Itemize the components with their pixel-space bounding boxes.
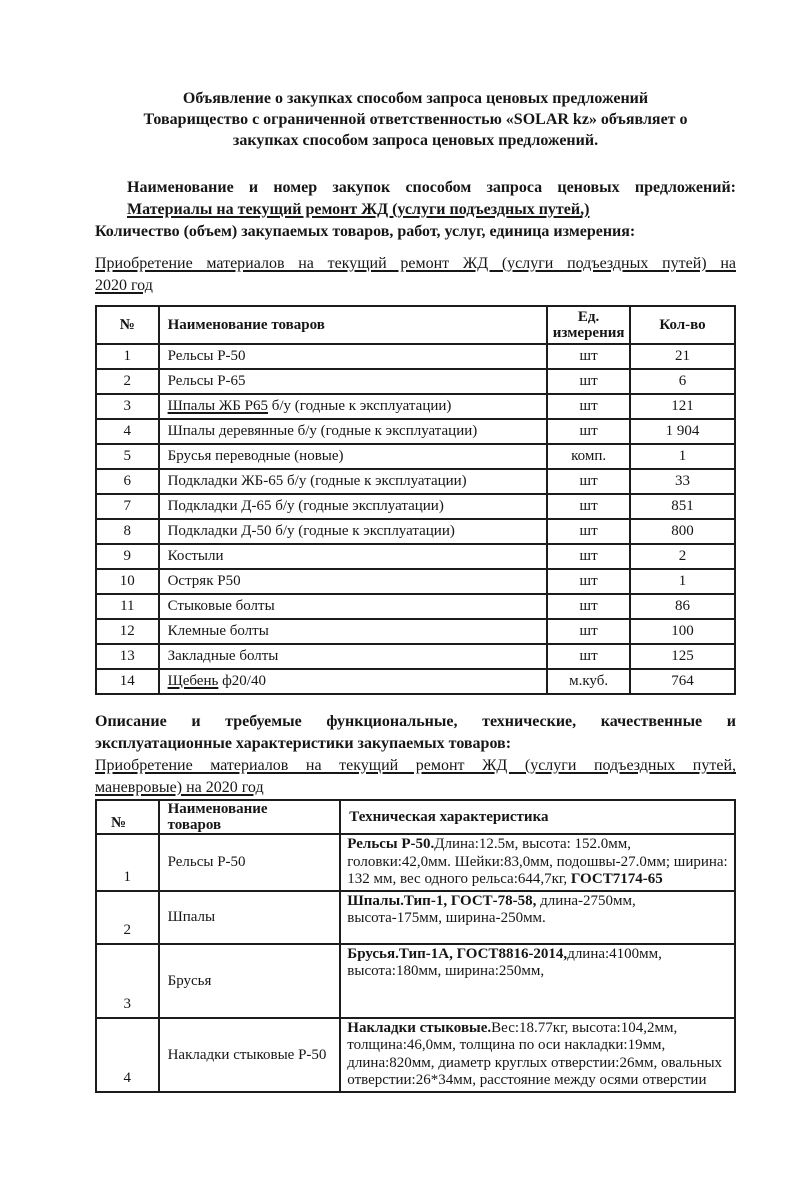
row-number-cell: 2 xyxy=(96,891,159,944)
goods-quantity-table xyxy=(95,305,736,695)
row-number-cell: 2 xyxy=(96,369,159,394)
row-number-cell: 1 xyxy=(96,834,159,891)
title-line-1: Объявление о закупках способом запроса ценовых предложений xyxy=(182,90,649,107)
document-page xyxy=(0,88,788,1093)
row-number-cell: 1 xyxy=(96,344,159,369)
goods-name-cell: Рельсы Р-50 xyxy=(159,344,548,369)
row-number-cell: 11 xyxy=(96,594,159,619)
section2-line-3: Приобретение материалов на текущий ремонт ЖД (услуги подъездных путей, xyxy=(95,757,736,774)
goods-name-cell: Подкладки ЖБ-65 б/у (годные к эксплуатации) xyxy=(159,469,548,494)
goods-name-cell: Подкладки Д-65 б/у (годные эксплуатации) xyxy=(159,494,548,519)
unit-cell: шт xyxy=(547,344,630,369)
section1-heading xyxy=(95,253,736,297)
spec-cell: Рельсы Р-50.Длина:12.5м, высота: 152.0мм, головки:42,0мм. Шейки:83,0мм, подошвы-27.0мм; ширина: 132 мм, вес одного рельса:644,7кг, ГОСТ7174-65 xyxy=(340,834,735,891)
goods-name-cell: Костыли xyxy=(159,544,548,569)
unit-cell: шт xyxy=(547,369,630,394)
goods-name-cell: Рельсы Р-65 xyxy=(159,369,548,394)
goods-name-cell: Остряк Р50 xyxy=(159,569,548,594)
goods-name-cell: Шпалы ЖБ Р65 б/у (годные к эксплуатации) xyxy=(159,394,548,419)
row-number-cell: 13 xyxy=(96,644,159,669)
table-row xyxy=(96,544,735,569)
table-row xyxy=(96,619,735,644)
goods-name-cell: Шпалы деревянные б/у (годные к эксплуатации) xyxy=(159,419,548,444)
table-row xyxy=(96,834,735,891)
unit-cell: шт xyxy=(547,519,630,544)
goods-name-cell: Накладки стыковые Р-50 xyxy=(159,1018,341,1092)
technical-specs-table xyxy=(95,799,736,1093)
table-row xyxy=(96,569,735,594)
spec-cell: Накладки стыковые.Вес:18.77кг, высота:104,2мм, толщина:46,0мм, толщина по оси накладки:19мм, длина:820мм, диаметр круглых отверстии:26мм, овальных отверстии:26*34мм, расстояние между осями отверстии xyxy=(340,1018,735,1092)
row-number-cell: 8 xyxy=(96,519,159,544)
table-row xyxy=(96,369,735,394)
header-number: № xyxy=(96,800,159,834)
row-number-cell: 4 xyxy=(96,1018,159,1092)
quantity-cell: 1 xyxy=(630,569,735,594)
header-unit: Ед. измерения xyxy=(547,306,630,344)
section2-line-1: Описание и требуемые функциональные, технические, качественные и xyxy=(95,713,736,730)
section1-line-1: Приобретение материалов на текущий ремонт ЖД (услуги подъездных путей) на xyxy=(95,255,736,272)
goods-name-cell: Брусья xyxy=(159,944,341,1018)
unit-cell: комп. xyxy=(547,444,630,469)
quantity-cell: 21 xyxy=(630,344,735,369)
table-row xyxy=(96,394,735,419)
unit-cell: шт xyxy=(547,619,630,644)
row-number-cell: 14 xyxy=(96,669,159,694)
unit-cell: шт xyxy=(547,494,630,519)
row-number-cell: 4 xyxy=(96,419,159,444)
unit-cell: шт xyxy=(547,594,630,619)
row-number-cell: 12 xyxy=(96,619,159,644)
row-number-cell: 7 xyxy=(96,494,159,519)
table-row xyxy=(96,494,735,519)
goods-quantity-table-header xyxy=(96,306,735,344)
table-row xyxy=(96,469,735,494)
quantity-cell: 1 904 xyxy=(630,419,735,444)
goods-name-cell: Рельсы Р-50 xyxy=(159,834,341,891)
goods-name-cell: Брусья переводные (новые) xyxy=(159,444,548,469)
section2-heading xyxy=(95,711,736,799)
scanned-procurement-document xyxy=(0,88,788,1203)
unit-cell: шт xyxy=(547,569,630,594)
quantity-cell: 851 xyxy=(630,494,735,519)
goods-name-cell: Клемные болты xyxy=(159,619,548,644)
table-row xyxy=(96,944,735,1018)
header-number: № xyxy=(96,306,159,344)
goods-name-cell: Шпалы xyxy=(159,891,341,944)
unit-cell: шт xyxy=(547,469,630,494)
quantity-cell: 2 xyxy=(630,544,735,569)
row-number-cell: 5 xyxy=(96,444,159,469)
quantity-cell: 121 xyxy=(630,394,735,419)
title-line-2: Товарищество с ограниченной ответственностью «SOLAR kz» объявляет о xyxy=(143,111,688,128)
row-number-cell: 10 xyxy=(96,569,159,594)
table-row xyxy=(96,644,735,669)
unit-cell: м.куб. xyxy=(547,669,630,694)
section2-line-4: маневровые) на 2020 год xyxy=(95,779,264,796)
header-quantity: Кол-во xyxy=(630,306,735,344)
row-number-cell: 6 xyxy=(96,469,159,494)
header-goods-name: Наименование товаров xyxy=(159,800,341,834)
goods-name-cell: Подкладки Д-50 б/у (годные к эксплуатации) xyxy=(159,519,548,544)
intro-line-3: Количество (объем) закупаемых товаров, работ, услуг, единица измерения: xyxy=(95,223,636,240)
quantity-cell: 764 xyxy=(630,669,735,694)
row-number-cell: 3 xyxy=(96,944,159,1018)
quantity-cell: 125 xyxy=(630,644,735,669)
row-number-cell: 9 xyxy=(96,544,159,569)
unit-cell: шт xyxy=(547,394,630,419)
intro-line-1: Наименование и номер закупок способом запроса ценовых предложений: xyxy=(127,179,736,196)
table-row xyxy=(96,891,735,944)
title-line-3: закупках способом запроса ценовых предложений. xyxy=(232,132,599,149)
table-row xyxy=(96,419,735,444)
quantity-cell: 86 xyxy=(630,594,735,619)
table-row xyxy=(96,519,735,544)
quantity-cell: 100 xyxy=(630,619,735,644)
table-row xyxy=(96,344,735,369)
header-spec: Техническая характеристика xyxy=(340,800,735,834)
header-goods-name: Наименование товаров xyxy=(159,306,548,344)
quantity-cell: 33 xyxy=(630,469,735,494)
intro-paragraph xyxy=(95,177,736,243)
unit-cell: шт xyxy=(547,644,630,669)
unit-cell: шт xyxy=(547,544,630,569)
spec-cell: Шпалы.Тип-1, ГОСТ-78-58, длина-2750мм, высота-175мм, ширина-250мм. xyxy=(340,891,735,944)
table-row xyxy=(96,669,735,694)
table-row xyxy=(96,594,735,619)
unit-cell: шт xyxy=(547,419,630,444)
goods-name-cell: Стыковые болты xyxy=(159,594,548,619)
table-row xyxy=(96,444,735,469)
quantity-cell: 800 xyxy=(630,519,735,544)
quantity-cell: 1 xyxy=(630,444,735,469)
section1-line-2: 2020 год xyxy=(95,277,153,294)
quantity-cell: 6 xyxy=(630,369,735,394)
intro-line-2 xyxy=(95,199,736,221)
procurement-subject: Материалы на текущий ремонт ЖД (услуги подъездных путей,) xyxy=(127,201,590,218)
goods-name-cell: Закладные болты xyxy=(159,644,548,669)
section2-line-2: эксплуатационные характеристики закупаемых товаров: xyxy=(95,735,512,752)
goods-name-cell: Щебень ф20/40 xyxy=(159,669,548,694)
row-number-cell: 3 xyxy=(96,394,159,419)
spec-cell: Брусья.Тип-1А, ГОСТ8816-2014,длина:4100мм, высота:180мм, ширина:250мм, xyxy=(340,944,735,1018)
table-row xyxy=(96,1018,735,1092)
document-title xyxy=(95,88,736,151)
technical-specs-table-header xyxy=(96,800,735,834)
